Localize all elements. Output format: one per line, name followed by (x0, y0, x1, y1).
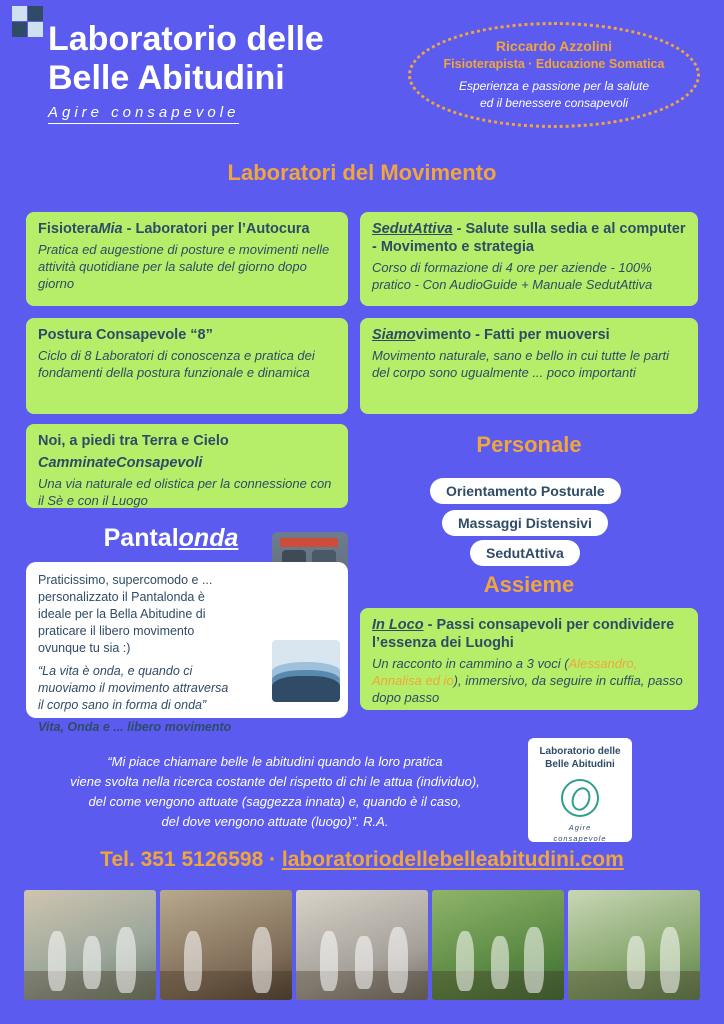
logo-box-sub-2: consapevole (553, 833, 607, 843)
pantalonda-body: Praticissimo, supercomodo e ... personalizzato il Pantalonda è ideale per la Bella Abitudine di praticare il libero movimento ovunque tu sia :) (38, 573, 213, 655)
card-title-part-c: - Salute sulla sedia e al computer - Movimento e strategia (372, 221, 686, 256)
page-subtitle: Agire consapevole (48, 104, 239, 124)
leaf-circle-icon (561, 779, 599, 817)
card-title (372, 220, 686, 256)
pantalonda-head-b: onda (178, 524, 239, 552)
card-title-part-b: Mia (98, 221, 123, 237)
title-line-1: Laboratorio delle (48, 20, 324, 58)
section-heading-movimento: Laboratori del Movimento (227, 160, 497, 185)
presenter-role: Fisioterapista · Educazione Somatica (443, 56, 665, 71)
card-body: Pratica ed augestione di posture e movimenti nelle attività quotidiane per la salute del giorno dopo giorno (38, 242, 330, 291)
logo-box-title-1: Laboratorio delle (539, 746, 621, 757)
quote-line-4: del dove vengono attuate (luogo)”. R.A. (161, 814, 389, 830)
presenter-tagline-2: ed il benessere consapevoli (479, 95, 629, 110)
card-title-part-a: Sedut (372, 221, 413, 237)
card-title-part-b: vimento (415, 327, 472, 343)
quote-line-1: “Mi piace chiamare belle le abitudini quando la loro pratica (107, 754, 443, 769)
card-title-part-a: In Loco (372, 617, 424, 633)
card-title-part-c: - Fatti per muoversi (471, 327, 610, 343)
photo-strip (24, 890, 700, 1000)
card-body: Ciclo di 8 Laboratori di conoscenza e pratica dei fondamenti della postura funzionale e dinamica (38, 348, 315, 381)
card-noi-a-piedi (26, 424, 348, 508)
photo-3 (296, 890, 428, 1000)
pantalonda-quote: “La vita è onda, e quando ci muoviamo il movimento attraversa il corpo sano in forma di onda” (38, 664, 229, 713)
card-in-loco (360, 608, 698, 710)
card-body: Corso di formazione di 4 ore per aziende - 100% pratico - Con AudioGuide + Manuale SedutAttiva (372, 260, 653, 293)
card-title-part-b: - Passi consapevoli per condividere l’essenza dei Luoghi (372, 617, 675, 652)
logo-box-sub-1: Agire (568, 823, 592, 832)
pill-massaggi-distensivi[interactable]: Massaggi Distensivi (442, 510, 608, 536)
card-title-part-a: Siamo (372, 327, 416, 343)
brand-logo-box (528, 738, 632, 842)
card-title (38, 220, 336, 238)
card-body (372, 656, 686, 707)
card-title-part-a: Fisiotera (38, 221, 99, 237)
quote-line-3: del come vengono attuate (saggezza innata) e, quando è il caso, (88, 794, 462, 810)
website-link[interactable]: laboratoriodellebelleabitudini.com (281, 848, 624, 871)
wave-artwork (272, 640, 340, 702)
card-title: Postura Consapevole “8” (38, 327, 213, 343)
card-body-part-b: ), immersivo, da seguire in cuffia, passo dopo passo (372, 673, 683, 706)
card-title (372, 616, 686, 652)
photo-4 (432, 890, 564, 1000)
photo-2 (160, 890, 292, 1000)
pantalonda-final: Vita, Onda e ... libero movimento (38, 720, 232, 734)
card-siamovimento (360, 318, 698, 414)
pill-sedutattiva[interactable]: SedutAttiva (470, 540, 580, 566)
logo-squares-icon (12, 6, 44, 40)
card-postura-consapevole (26, 318, 348, 414)
pantalonda-head-a: Pantal (103, 524, 179, 552)
presenter-tagline-1: Esperienza e passione per la salute (458, 78, 650, 93)
card-title-part-c: - Laboratori per l’Autocura (122, 221, 310, 237)
card-title (372, 326, 686, 344)
pill-orientamento-posturale[interactable]: Orientamento Posturale (430, 478, 621, 504)
phone-number[interactable]: Tel. 351 5126598 (100, 848, 264, 871)
card-body-part-a: Un racconto in cammino a 3 voci ( (372, 656, 569, 672)
photo-5 (568, 890, 700, 1000)
contact-separator: · (263, 848, 282, 871)
quote-line-2: viene svolta nella ricerca costante del rispetto di chi le attua (individuo), (70, 774, 480, 790)
page-title (48, 20, 398, 124)
card-subtitle: CamminateConsapevoli (38, 455, 203, 472)
card-fisioteramia (26, 212, 348, 306)
presenter-name: Riccardo Azzolini (495, 38, 613, 54)
card-sedutattiva (360, 212, 698, 306)
card-title: Noi, a piedi tra Terra e Cielo (38, 433, 229, 449)
card-title-part-b: Attiva (412, 221, 453, 237)
logo-box-title-2: Belle Abitudini (545, 758, 615, 770)
section-heading-personale: Personale (476, 432, 582, 457)
contact-line (0, 848, 724, 872)
card-body-highlight: Alessandro, Annalisa ed io (372, 656, 638, 689)
card-body: Una via naturale ed olistica per la connessione con il Sè e con il Luogo (38, 476, 332, 509)
card-body: Movimento naturale, sano e bello in cui tutte le parti del corpo sono ugualmente ... poco importanti (372, 348, 670, 381)
section-heading-assieme: Assieme (483, 572, 575, 597)
title-line-2: Belle Abitudini (48, 59, 285, 98)
closing-quote (40, 752, 510, 833)
presenter-badge (408, 22, 700, 128)
photo-1 (24, 890, 156, 1000)
